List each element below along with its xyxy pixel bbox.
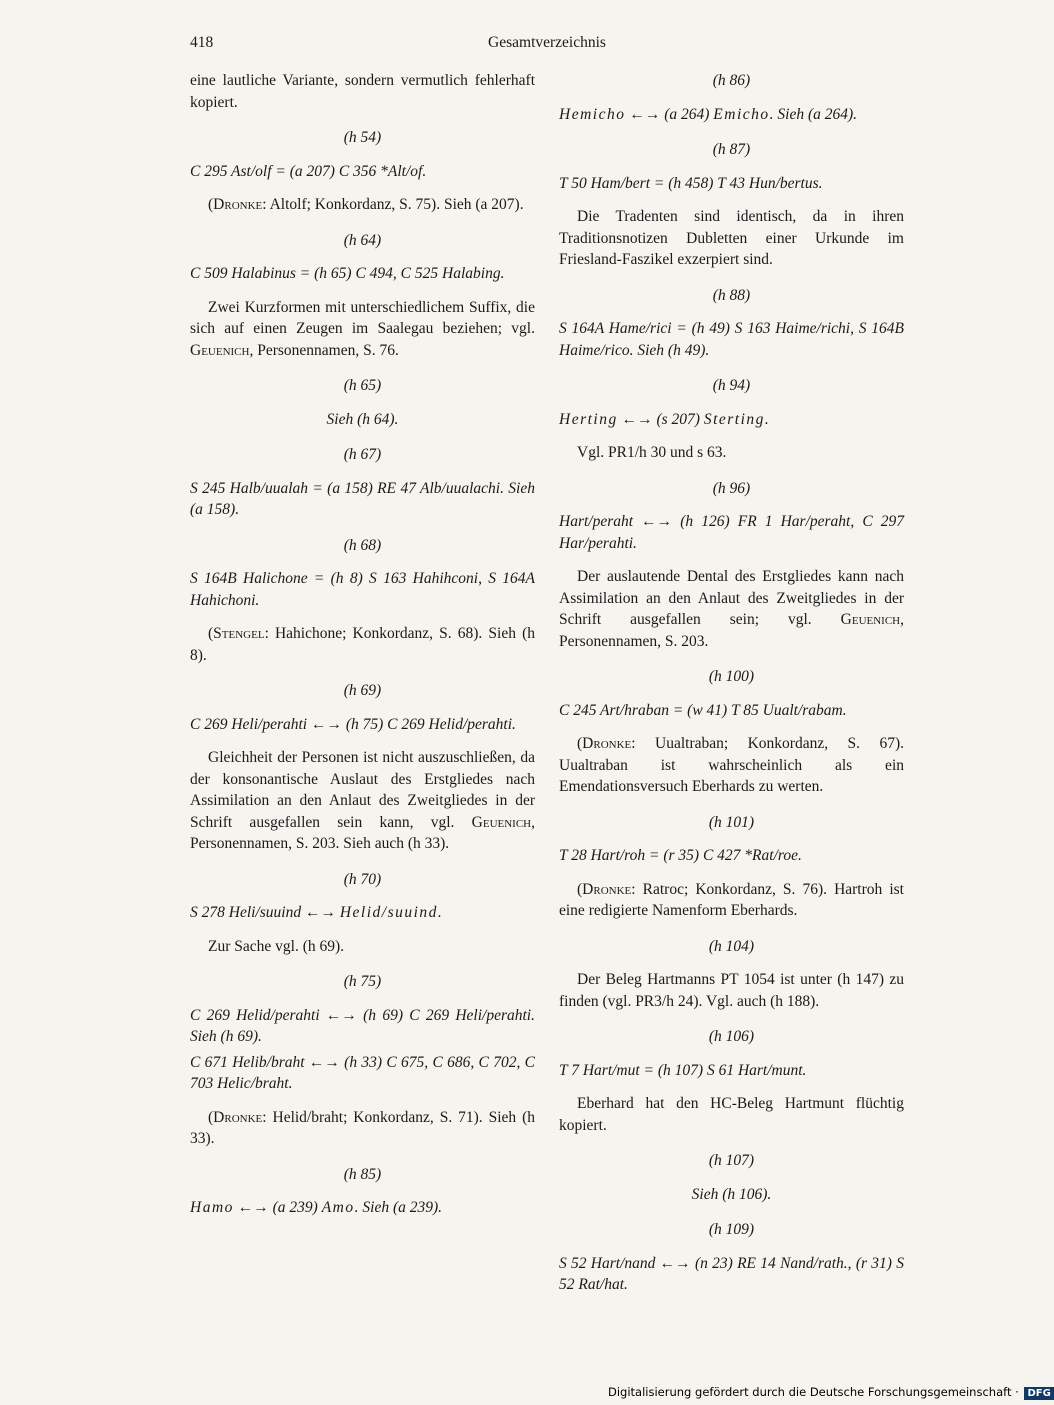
entry-heading: (h 70) [343, 870, 382, 888]
entry-heading: (h 64) [343, 231, 382, 249]
paragraph-text: : Helid/braht; Konkordanz, S. 71). Sieh (h 33). [190, 1108, 535, 1147]
entry-line: Hart/peraht ←→ (h 126) FR 1 Har/peraht, C 297 Har/perahti. [559, 513, 904, 552]
author-name: Dronke [213, 1108, 263, 1126]
entry-line: Sieh (h 106). [691, 1185, 772, 1203]
entry-heading: (h 68) [343, 536, 382, 554]
entry-text: S 278 Heli/suuind ←→ [190, 904, 340, 921]
entry-line: Sieh (h 64). [326, 410, 399, 428]
entry-line: T 28 Hart/roh = (r 35) C 427 *Rat/roe. [559, 847, 802, 864]
paragraph: (Dronke: Altolf; Konkordanz, S. 75). Sieh (a 207). [208, 196, 524, 213]
entry-text-spaced: Sterting [703, 410, 765, 428]
paragraph-text: : Hahichone; Konkordanz, S. 68). Sieh (h 8). [190, 625, 535, 664]
entry-text: . Sieh (a 264). [769, 105, 858, 123]
entry-heading: (h 94) [712, 377, 751, 394]
paragraph: (Dronke: Ratroc; Konkordanz, S. 76). Hartroh ist eine redigierte Namenform Eberhards. [559, 880, 904, 919]
entry-line: C 245 Art/hraban = (w 41) T 85 Uualt/rabam. [559, 701, 847, 719]
entry-line: C 295 Ast/olf = (a 207) C 356 *Alt/of. [190, 162, 427, 180]
entry-heading: (h 100) [708, 668, 755, 685]
entry-line [559, 409, 904, 431]
author-name: Dronke [582, 880, 632, 898]
author-name: Geuenich [840, 611, 901, 628]
paragraph-text: : Altolf; Konkordanz, S. 75). Sieh (a 207). [262, 196, 524, 213]
paragraph: Vgl. PR1/h 30 und s 63. [577, 444, 727, 461]
paragraph-text: , Personennamen, S. 203. [559, 611, 904, 650]
entry-heading: (h 54) [343, 129, 382, 146]
paragraph-text: Der auslautende Dental des Erstgliedes kann nach Assimilation an den Anlaut des Zweitgliedes in der Schrift ausgefallen sein; vgl. [559, 568, 904, 628]
entry-line: S 164A Hame/rici = (h 49) S 163 Haime/richi, S 164B Haime/rico. Sieh (h 49). [559, 320, 904, 359]
dfg-logo: DFG [1024, 1387, 1053, 1400]
paragraph [190, 747, 535, 855]
entry-text: ←→ (a 239) [233, 1199, 322, 1216]
entry-line: S 245 Halb/uualah = (a 158) RE 47 Alb/uualachi. Sieh (a 158). [190, 479, 535, 518]
entry-text-spaced: Emicho [713, 105, 770, 123]
entry-text: . Sieh (a 239). [354, 1199, 443, 1216]
running-title: Gesamtverzeichnis [488, 34, 606, 51]
paragraph: (Dronke: Uualtraban; Konkordanz, S. 67). Uualtraban ist wahrscheinlich als ein Emendationsversuch Eberhards zu werten. [559, 735, 904, 795]
paragraph [559, 566, 904, 652]
entry-line: C 671 Helib/braht ←→ (h 33) C 675, C 686, C 702, C 703 Helic/braht. [190, 1053, 535, 1092]
paragraph-text: Gleichheit der Personen ist nicht auszuschließen, da der konsonantische Auslaut des Erstgliedes nach Assimilation an den Anlaut des Zweitgliedes in der Schrift ausgefallen sein kann, vgl. [190, 749, 535, 831]
entry-text-spaced: Helid/suuind. [339, 904, 444, 921]
author-name: Dronke [582, 735, 632, 752]
paragraph-text: , Personennamen, S. 76. [249, 341, 399, 359]
entry-line: T 50 Ham/bert = (h 458) T 43 Hun/bertus. [559, 174, 823, 192]
right-column [559, 70, 904, 1308]
entry-text-spaced: Herting [559, 410, 618, 428]
paragraph: Der Beleg Hartmanns PT 1054 ist unter (h 147) zu finden (vgl. PR3/h 24). Vgl. auch (h 188). [559, 971, 904, 1010]
entry-line: S 164B Halichone = (h 8) S 163 Hahihconi, S 164A Hahichoni. [190, 570, 535, 609]
entry-heading: (h 88) [712, 286, 751, 304]
entry-line: T 7 Hart/mut = (h 107) S 61 Hart/munt. [559, 1061, 807, 1079]
paragraph: Zur Sache vgl. (h 69). [208, 937, 345, 955]
entry-line [559, 104, 904, 126]
entry-heading: (h 96) [712, 479, 751, 497]
author-name: Dronke [213, 196, 263, 213]
entry-text-spaced: Amo [321, 1199, 355, 1216]
entry-text: . [764, 410, 769, 428]
paragraph-text: , Personennamen, S. 203. Sieh auch (h 33). [190, 813, 535, 852]
entry-heading: (h 109) [708, 1221, 755, 1238]
paragraph [190, 297, 535, 362]
entry-text: ←→ (a 264) [625, 105, 714, 123]
author-name: Geuenich [190, 341, 250, 359]
entry-heading: (h 75) [343, 973, 382, 990]
entry-text: ←→ (s 207) [617, 410, 704, 428]
paragraph-text: : Ratroc; Konkordanz, S. 76). Hartroh ist eine redigierte Namenform Eberhards. [559, 880, 904, 919]
author-name: Geuenich [471, 813, 532, 831]
entry-line: C 269 Heli/perahti ←→ (h 75) C 269 Helid/perahti. [190, 715, 516, 733]
entry-heading: (h 86) [712, 72, 751, 89]
entry-line [190, 1197, 535, 1219]
entry-heading: (h 85) [343, 1165, 382, 1183]
entry-heading: (h 106) [708, 1028, 755, 1045]
entry-heading: (h 87) [712, 141, 751, 158]
paragraph: Eberhard hat den HC-Beleg Hartmunt flüchtig kopiert. [559, 1095, 904, 1134]
page-number: 418 [190, 34, 214, 51]
entry-heading: (h 67) [343, 446, 382, 463]
entry-heading: (h 107) [708, 1152, 755, 1169]
paragraph: Die Tradenten sind identisch, da in ihren Traditionsnotizen Dubletten einer Urkunde im Friesland-Faszikel exzerpiert sind. [559, 208, 904, 268]
author-name: Stengel [213, 625, 265, 642]
entry-heading: (h 65) [343, 377, 382, 394]
entry-heading: (h 104) [708, 937, 755, 955]
entry-line: C 509 Halabinus = (h 65) C 494, C 525 Halabing. [190, 265, 505, 282]
digitization-footer [608, 1385, 1054, 1400]
entry-heading: (h 69) [343, 682, 382, 699]
entry-line: C 269 Helid/perahti ←→ (h 69) C 269 Heli/perahti. Sieh (h 69). [190, 1006, 535, 1045]
entry-line [190, 902, 535, 924]
entry-text-spaced: Hemicho [559, 105, 626, 123]
entry-text-spaced: Hamo [190, 1199, 234, 1216]
paragraph-text: Zwei Kurzformen mit unterschiedlichem Suffix, die sich auf einen Zeugen im Saalegau beziehen; vgl. [190, 298, 535, 337]
page-header [190, 34, 904, 58]
paragraph: (Stengel: Hahichone; Konkordanz, S. 68). Sieh (h 8). [190, 625, 535, 664]
paragraph: eine lautliche Variante, sondern vermutlich fehlerhaft kopiert. [190, 72, 535, 111]
paragraph-text: : Uualtraban; Konkordanz, S. 67). Uualtraban ist wahrscheinlich als ein Emendationsversuch Eberhards zu werten. [559, 735, 904, 795]
entry-line: S 52 Hart/nand ←→ (n 23) RE 14 Nand/rath., (r 31) S 52 Rat/hat. [559, 1254, 904, 1293]
left-column [190, 70, 535, 1231]
entry-heading: (h 101) [708, 813, 755, 831]
paragraph: (Dronke: Helid/braht; Konkordanz, S. 71). Sieh (h 33). [190, 1108, 535, 1147]
footer-text: Digitalisierung gefördert durch die Deutsche Forschungsgemeinschaft · [608, 1385, 1019, 1399]
